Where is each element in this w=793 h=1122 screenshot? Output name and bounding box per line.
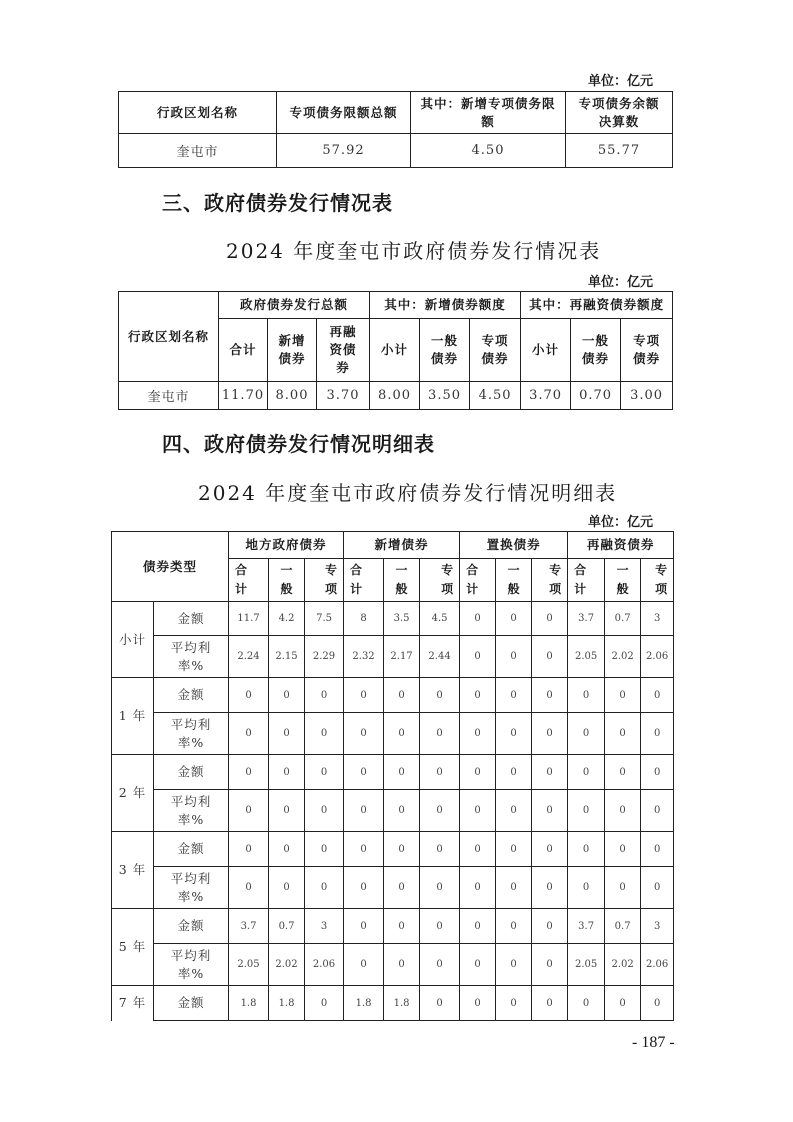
section4-metric-amount: 金额 [154,832,229,867]
section4-rate-cell: 2.44 [420,636,460,678]
bond-issuance-table [118,291,673,410]
section3-cell-value: 4.50 [470,382,521,410]
section4-term-label: 1 年 [112,678,154,755]
section4-amount-cell: 0.7 [269,909,305,944]
section4-group-header: 置换债券 [460,532,568,559]
table1-unit-label: 单位：亿元 [588,74,654,89]
section4-rate-cell: 2.02 [269,944,305,986]
section4-rate-cell: 0 [269,867,305,909]
section4-amount-cell: 0.7 [605,909,641,944]
section4-amount-cell: 0 [532,678,568,713]
section4-rate-cell: 0 [460,713,496,755]
table1-cell-new-limit: 4.50 [411,134,566,168]
section4-rate-cell: 0 [496,944,532,986]
section4-amount-cell: 0 [420,909,460,944]
section4-amount-cell: 0 [460,832,496,867]
section4-subheader: 合 计 [460,559,496,602]
section3-cell-value: 3.50 [420,382,470,410]
section4-amount-cell: 0 [532,755,568,790]
section4-amount-cell: 0 [344,832,384,867]
section4-amount-cell: 3.7 [568,909,605,944]
section4-rate-cell: 0 [305,713,344,755]
section4-term-label: 小计 [112,602,154,678]
section4-amount-cell: 3 [305,909,344,944]
section4-rate-cell: 0 [460,867,496,909]
section4-amount-cell: 0.7 [605,602,641,636]
section4-group-header-row [112,532,674,559]
section4-rate-cell: 0 [269,713,305,755]
section4-amount-cell: 0 [496,832,532,867]
section4-rate-cell: 0 [269,790,305,832]
section4-amount-cell: 4.5 [420,602,460,636]
section4-rate-cell: 0 [496,713,532,755]
section4-amount-cell: 0 [460,602,496,636]
section3-subheader: 小计 [521,319,571,382]
section3-cell-value: 3.70 [317,382,370,410]
section4-term-label: 2 年 [112,755,154,832]
section4-rate-cell: 0 [568,867,605,909]
section4-unit-label: 单位：亿元 [588,515,654,530]
section4-amount-cell: 0 [641,832,674,867]
section4-rate-cell: 0 [420,713,460,755]
section3-cell-value: 0.70 [571,382,621,410]
section4-amount-cell: 0 [605,832,641,867]
section4-rate-row [112,713,674,755]
section4-amount-cell: 3.7 [568,602,605,636]
table1-cell-total-limit: 57.92 [277,134,411,168]
section4-metric-amount: 金额 [154,755,229,790]
section4-amount-cell: 0 [568,986,605,1021]
table1-header-new-limit: 其中：新增专项债务限 额 [411,92,566,134]
section4-rate-cell: 2.29 [305,636,344,678]
section3-subheader: 再融 资债 券 [317,319,370,382]
section4-table-title: 2024 年度奎屯市政府债券发行情况明细表 [198,481,618,505]
section3-group-header-row [119,292,673,319]
section4-term-label: 7 年 [112,986,154,1021]
section4-subheader: 一 般 [605,559,641,602]
section4-rate-cell: 2.02 [605,636,641,678]
section4-rate-cell: 0 [229,713,269,755]
section3-header-region: 行政区划名称 [119,292,219,382]
section4-rate-cell: 0 [344,713,384,755]
section4-rate-cell: 2.05 [568,636,605,678]
section4-rate-cell: 2.17 [384,636,420,678]
section4-amount-cell: 0 [605,755,641,790]
section4-amount-cell: 0 [229,678,269,713]
section3-subheader: 小计 [370,319,420,382]
section4-rate-row [112,867,674,909]
section4-rate-cell: 2.05 [229,944,269,986]
section4-amount-cell: 0 [532,909,568,944]
section4-amount-cell: 0 [420,832,460,867]
section4-metric-amount: 金额 [154,602,229,636]
section4-amount-cell: 0 [269,755,305,790]
section4-rate-cell: 0 [641,790,674,832]
section4-subheader: 专 项 [305,559,344,602]
section4-rate-cell: 0 [568,790,605,832]
section4-amount-cell: 0 [496,755,532,790]
section4-amount-cell: 0 [305,755,344,790]
section4-rate-row [112,790,674,832]
section4-rate-cell: 0 [460,944,496,986]
section4-amount-cell: 0 [384,755,420,790]
section4-amount-cell: 0 [605,678,641,713]
section4-rate-cell: 0 [384,790,420,832]
section4-rate-cell: 0 [344,944,384,986]
section4-header-type: 债券类型 [112,532,229,602]
section4-amount-cell: 0 [496,986,532,1021]
section3-group-new: 其中：新增债券额度 [370,292,521,319]
section4-amount-cell: 0 [641,986,674,1021]
section4-amount-cell: 0 [229,832,269,867]
section4-subheader: 专 项 [420,559,460,602]
section4-rate-cell: 0 [344,790,384,832]
table1-header-total-limit: 专项债务限额总额 [277,92,411,134]
section4-amount-cell: 0 [460,755,496,790]
section4-rate-cell: 2.24 [229,636,269,678]
section3-subheader: 合计 [219,319,268,382]
section4-amount-cell: 0 [568,832,605,867]
section4-amount-cell: 0 [305,678,344,713]
section4-rate-cell: 0 [420,944,460,986]
table1-data-row [119,134,673,168]
section4-metric-rate: 平均利 率% [154,636,229,678]
special-debt-limit-table [118,91,673,168]
section4-amount-cell: 3.7 [229,909,269,944]
section4-amount-cell: 0 [344,755,384,790]
section4-rate-row [112,636,674,678]
section4-rate-cell: 2.32 [344,636,384,678]
section4-rate-cell: 0 [641,713,674,755]
section4-subheader: 合 计 [229,559,269,602]
section4-amount-cell: 0 [532,832,568,867]
section4-amount-cell: 7.5 [305,602,344,636]
section4-amount-cell: 0 [384,832,420,867]
section3-subheader: 一般 债券 [420,319,470,382]
section4-amount-cell: 8 [344,602,384,636]
section3-subheader: 新增 债券 [268,319,317,382]
section4-rate-cell: 0 [605,867,641,909]
bond-issuance-detail-table [111,531,674,1021]
table1-cell-balance: 55.77 [566,134,673,168]
section4-rate-cell: 0 [605,790,641,832]
section4-term-label: 5 年 [112,909,154,986]
section3-data-row [119,382,673,410]
section4-amount-cell: 0 [568,755,605,790]
section4-rate-cell: 0 [384,944,420,986]
section3-unit-label: 单位：亿元 [588,275,654,290]
section3-subheader: 一般 债券 [571,319,621,382]
section4-rate-cell: 2.15 [269,636,305,678]
section4-amount-cell: 1.8 [269,986,305,1021]
section4-rate-cell: 0 [420,790,460,832]
section4-amount-cell: 0 [496,678,532,713]
section4-rate-cell: 0 [532,713,568,755]
section4-subheader: 一 般 [269,559,305,602]
section4-rate-cell: 0 [384,867,420,909]
section4-amount-cell: 1.8 [384,986,420,1021]
section4-metric-rate: 平均利 率% [154,713,229,755]
section4-rate-cell: 0 [532,790,568,832]
section3-cell-region: 奎屯市 [119,382,219,410]
section4-group-header: 地方政府债券 [229,532,344,559]
section4-amount-cell: 0 [532,986,568,1021]
section4-rate-cell: 0 [229,867,269,909]
section4-rate-cell: 0 [532,867,568,909]
section4-subheader: 合 计 [568,559,605,602]
section4-subheader: 一 般 [496,559,532,602]
section4-amount-cell: 0 [420,755,460,790]
section4-rate-cell: 0 [460,636,496,678]
section4-amount-row [112,602,674,636]
section4-rate-cell: 0 [605,713,641,755]
section4-metric-amount: 金额 [154,909,229,944]
section4-metric-amount: 金额 [154,678,229,713]
section4-rate-cell: 2.06 [305,944,344,986]
section4-amount-cell: 4.2 [269,602,305,636]
section4-rate-cell: 0 [305,790,344,832]
section4-amount-row [112,986,674,1021]
section4-rate-cell: 0 [344,867,384,909]
section4-amount-cell: 3 [641,602,674,636]
section4-metric-amount: 金额 [154,986,229,1021]
section4-rate-cell: 0 [496,790,532,832]
section4-subheader: 一 般 [384,559,420,602]
section3-cell-value: 11.70 [219,382,268,410]
section4-amount-row [112,755,674,790]
section4-amount-cell: 0 [269,832,305,867]
section3-subheader: 专项 债券 [621,319,673,382]
section4-rate-cell: 2.06 [641,636,674,678]
section4-rate-cell: 0 [460,790,496,832]
section3-cell-value: 3.70 [521,382,571,410]
section4-metric-rate: 平均利 率% [154,790,229,832]
section4-rate-row [112,944,674,986]
section4-amount-row [112,832,674,867]
section4-rate-cell: 0 [532,636,568,678]
section3-cell-value: 3.00 [621,382,673,410]
section4-amount-row [112,909,674,944]
section4-amount-cell: 1.8 [229,986,269,1021]
section4-amount-cell: 0 [229,755,269,790]
section4-amount-cell: 0 [305,986,344,1021]
section4-rate-cell: 0 [496,636,532,678]
section4-rate-cell: 0 [384,713,420,755]
section4-rate-cell: 2.02 [605,944,641,986]
section4-amount-cell: 0 [496,602,532,636]
section4-rate-cell: 2.05 [568,944,605,986]
section3-group-total: 政府债券发行总额 [219,292,370,319]
section4-amount-cell: 3.5 [384,602,420,636]
section4-amount-cell: 0 [641,678,674,713]
section4-rate-cell: 0 [532,944,568,986]
section4-amount-row [112,678,674,713]
section3-cell-value: 8.00 [370,382,420,410]
section4-amount-cell: 0 [420,986,460,1021]
section3-group-refinance: 其中：再融资债券额度 [521,292,673,319]
section4-subheader: 专 项 [532,559,568,602]
section4-group-header: 新增债券 [344,532,460,559]
section4-amount-cell: 0 [605,986,641,1021]
section4-amount-cell: 0 [460,909,496,944]
section4-subheader: 专 项 [641,559,674,602]
section4-amount-cell: 0 [344,909,384,944]
section4-rate-cell: 0 [420,867,460,909]
section4-group-header: 再融资债券 [568,532,674,559]
section4-rate-cell: 0 [568,713,605,755]
section4-metric-rate: 平均利 率% [154,944,229,986]
section4-rate-cell: 0 [229,790,269,832]
section4-amount-cell: 0 [460,986,496,1021]
section4-rate-cell: 2.06 [641,944,674,986]
table1-header-row [119,92,673,134]
section4-metric-rate: 平均利 率% [154,867,229,909]
section3-table-title: 2024 年度奎屯市政府债券发行情况表 [226,239,602,263]
section4-amount-cell: 0 [641,755,674,790]
section4-amount-cell: 0 [269,678,305,713]
section4-term-label: 3 年 [112,832,154,909]
section4-amount-cell: 0 [420,678,460,713]
section4-amount-cell: 0 [305,832,344,867]
section3-subheader: 专项 债券 [470,319,521,382]
section4-amount-cell: 0 [384,909,420,944]
table1-header-region: 行政区划名称 [119,92,277,134]
section4-amount-cell: 0 [460,678,496,713]
table1-cell-region: 奎屯市 [119,134,277,168]
section4-amount-cell: 11.7 [229,602,269,636]
page-number: - 187 - [632,1034,675,1051]
section4-amount-cell: 0 [344,678,384,713]
section4-amount-cell: 0 [568,678,605,713]
section4-subheader: 合 计 [344,559,384,602]
section4-rate-cell: 0 [496,867,532,909]
section4-amount-cell: 0 [532,602,568,636]
section4-amount-cell: 1.8 [344,986,384,1021]
section4-rate-cell: 0 [305,867,344,909]
section3-heading: 三、政府债券发行情况表 [162,191,393,215]
section4-amount-cell: 0 [496,909,532,944]
table1-header-balance: 专项债务余额 决算数 [566,92,673,134]
section4-amount-cell: 0 [384,678,420,713]
section4-amount-cell: 3 [641,909,674,944]
section4-heading: 四、政府债券发行情况明细表 [162,432,435,456]
section3-cell-value: 8.00 [268,382,317,410]
section4-rate-cell: 0 [641,867,674,909]
